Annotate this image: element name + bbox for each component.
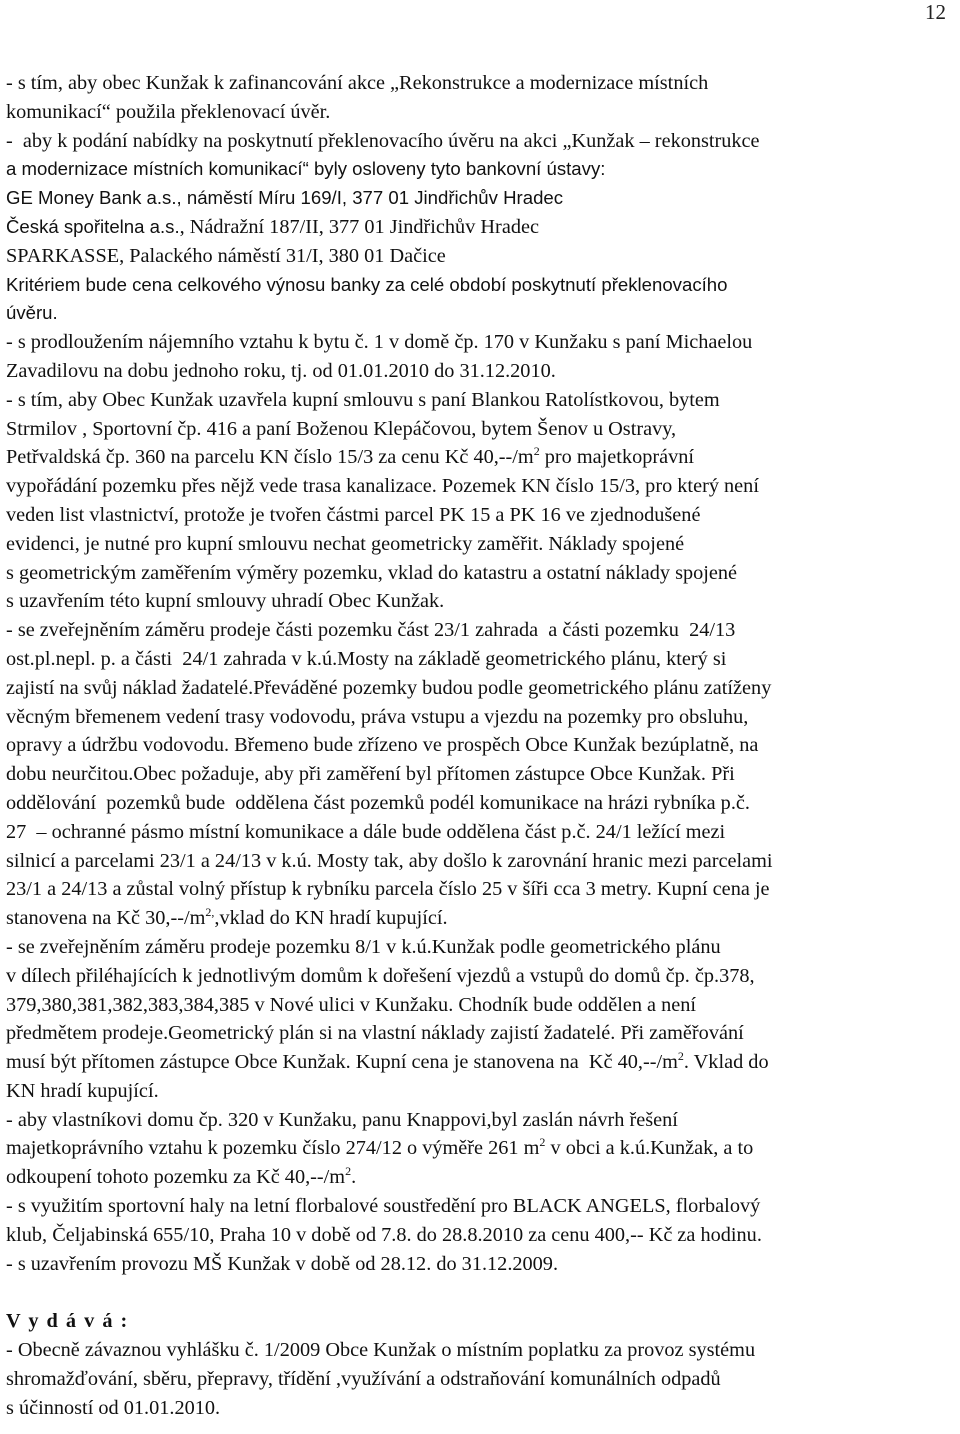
text-run: oddělování pozemků bude oddělena část pozemků podél komunikace na hrázi rybníka p.č.: [6, 791, 750, 814]
superscript: 2: [345, 1164, 352, 1179]
text-run: majetkoprávního vztahu k pozemku číslo 274/12 o výměře 261 m: [6, 1137, 540, 1160]
text-run: stanovena na Kč 30,--/m: [6, 907, 206, 930]
text-run: předmětem prodeje.Geometrický plán si na vlastní náklady zajistí žadatelé. Při zaměřování: [6, 1022, 744, 1045]
text-run: zajistí na svůj náklad žadatelé.Převáděné pozemky budou podle geometrického plánu zatíženy: [6, 676, 772, 699]
text-run: evidenci, je nutné pro kupní smlouvu nechat geometricky zaměřit. Náklady spojené: [6, 532, 685, 555]
text-run: klub, Čeljabinská 655/10, Praha 10 v době od 7.8. do 28.8.2010 za cenu 400,-- Kč za hodinu.: [6, 1223, 762, 1246]
page-number: 12: [925, 0, 946, 24]
text-run: v obci a k.ú.Kunžak, a to: [545, 1137, 754, 1160]
text-run: Zavadilovu na dobu jednoho roku, tj. od 01.01.2010 do 31.12.2010.: [6, 359, 556, 382]
text-run: .: [351, 1166, 357, 1189]
text-run: shromažďování, sběru, přepravy, třídění ,využívání a odstraňování komunálních odpadů: [6, 1367, 721, 1390]
text-line: [6, 616, 958, 645]
text-line: [6, 415, 958, 444]
text-run: pro majetkoprávní: [539, 446, 695, 469]
text-line: [6, 98, 958, 127]
text-line: [6, 501, 958, 530]
text-run: a modernizace místních komunikací“ byly osloveny tyto bankovní ústavy:: [6, 158, 606, 180]
text-run: - s tím, aby obec Kunžak k zafinancování akce „Rekonstrukce a modernizace místních: [6, 72, 709, 94]
text-run: V y d á v á :: [6, 1310, 129, 1333]
text-run: úvěru.: [6, 302, 58, 324]
text-line: [6, 1077, 958, 1106]
text-run: - Obecně závaznou vyhlášku č. 1/2009 Obce Kunžak o místním poplatku za provoz systému: [6, 1339, 756, 1362]
text-run: vypořádání pozemku přes nějž vede trasa kanalizace. Pozemek KN číslo 15/3, pro který není: [6, 475, 759, 498]
text-run: - se zveřejněním záměru prodeje části pozemku část 23/1 zahrada a části pozemku 24/13: [6, 619, 736, 642]
text-line: [6, 213, 958, 242]
text-line: [6, 386, 958, 415]
text-line: [6, 587, 958, 616]
text-run: opravy a údržbu vodovodu. Břemeno bude zřízeno ve prospěch Obce Kunžak bezúplatně, na: [6, 734, 759, 757]
text-run: 23/1 a 24/13 a zůstal volný přístup k rybníku parcela číslo 25 v šíři cca 3 metry. Kupní cena je: [6, 878, 770, 901]
paragraph-spacer: [6, 1278, 958, 1307]
text-run: odkoupení tohoto pozemku za Kč 40,--/m: [6, 1166, 346, 1189]
text-run: ,vklad do KN hradí kupující.: [214, 907, 448, 930]
text-line: [6, 1048, 958, 1077]
text-line: [6, 299, 958, 328]
text-run: - s prodloužením nájemního vztahu k bytu č. 1 v domě čp. 170 v Kunžaku s paní Michaelou: [6, 331, 753, 354]
text-run: komunikací“ použila překlenovací úvěr.: [6, 100, 331, 123]
text-line: [6, 127, 958, 156]
text-run: Kritériem bude cena celkového výnosu banky za celé období poskytnutí překlenovacího: [6, 273, 728, 295]
text-line: [6, 1365, 958, 1394]
text-line: [6, 472, 958, 501]
text-run: - aby k podání nabídky na poskytnutí překlenovacího úvěru na akci „Kunžak – rekonstrukce: [6, 129, 760, 152]
text-line: [6, 818, 958, 847]
text-line: [6, 875, 958, 904]
text-run: veden list vlastnictví, protože je tvořen částmi parcel PK 15 a PK 16 ve zjednodušené: [6, 503, 701, 526]
text-line: [6, 1192, 958, 1221]
text-line: [6, 271, 958, 300]
text-line: [6, 991, 958, 1020]
superscript: 2,: [205, 905, 215, 920]
text-line: [6, 1336, 958, 1365]
text-run: s uzavřením této kupní smlouvy uhradí Obec Kunžak.: [6, 590, 445, 613]
document-body: [6, 69, 958, 1422]
text-line: [6, 559, 958, 588]
text-run: , Nádražní 187/II, 377 01 Jindřichův Hradec: [179, 215, 539, 238]
text-line: [6, 645, 958, 674]
text-line: [6, 184, 958, 213]
text-line: [6, 904, 958, 933]
text-run: SPARKASSE, Palackého náměstí 31/I, 380 01 Dačice: [6, 244, 446, 267]
text-line: [6, 789, 958, 818]
text-line: [6, 69, 958, 98]
text-run: v dílech přiléhajících k jednotlivým domům k dořešení vjezdů a vstupů do domů čp. čp.378,: [6, 964, 755, 987]
text-line: [6, 443, 958, 472]
superscript: 2: [539, 1135, 546, 1150]
text-run: s geometrickým zaměřením výměry pozemku, vklad do katastru a ostatní náklady spojené: [6, 561, 738, 584]
text-run: 27 – ochranné pásmo místní komunikace a dále bude oddělena část p.č. 24/1 ležící mezi: [6, 820, 726, 843]
text-line: [6, 1163, 958, 1192]
text-line: [6, 703, 958, 732]
text-line: [6, 530, 958, 559]
text-run: Strmilov , Sportovní čp. 416 a paní Boženou Klepáčovou, bytem Šenov u Ostravy,: [6, 417, 677, 440]
text-run: GE Money Bank a.s., náměstí Míru 169/I, 377 01 Jindřichův Hradec: [6, 187, 564, 209]
text-line: [6, 1134, 958, 1163]
text-line: [6, 847, 958, 876]
text-run: ost.pl.nepl. p. a části 24/1 zahrada v k.ú.Mosty na základě geometrického plánu, který si: [6, 647, 727, 670]
text-line: [6, 155, 958, 184]
text-run: s účinností od 01.01.2010.: [6, 1396, 221, 1419]
text-run: Česká spořitelna a.s.: [6, 215, 180, 237]
text-line: [6, 242, 958, 271]
text-line: [6, 1019, 958, 1048]
superscript: 2: [533, 444, 540, 459]
text-run: - s uzavřením provozu MŠ Kunžak v době od 28.12. do 31.12.2009.: [6, 1252, 559, 1275]
text-line: [6, 933, 958, 962]
text-run: dobu neurčitou.Obec požaduje, aby při zaměření byl přítomen zástupce Obce Kunžak. Při: [6, 763, 735, 786]
text-line: [6, 1394, 958, 1423]
superscript: 2: [677, 1049, 684, 1064]
text-line: [6, 962, 958, 991]
text-run: - aby vlastníkovi domu čp. 320 v Kunžaku, panu Knappovi,byl zaslán návrh řešení: [6, 1108, 678, 1131]
text-run: - se zveřejněním záměru prodeje pozemku 8/1 v k.ú.Kunžak podle geometrického plánu: [6, 935, 721, 958]
text-line: [6, 1250, 958, 1279]
text-run: - s využitím sportovní haly na letní florbalové soustředění pro BLACK ANGELS, florbalový: [6, 1195, 761, 1218]
text-line: [6, 760, 958, 789]
text-run: Petřvaldská čp. 360 na parcelu KN číslo 15/3 za cenu Kč 40,--/m: [6, 446, 534, 469]
text-run: 379,380,381,382,383,384,385 v Nové ulici v Kunžaku. Chodník bude oddělen a není: [6, 993, 697, 1016]
text-line: [6, 328, 958, 357]
text-line: [6, 1221, 958, 1250]
text-line: [6, 674, 958, 703]
section-heading: [6, 1307, 958, 1336]
text-run: věcným břemenem vedení trasy vodovodu, práva vstupu a vjezdu na pozemky pro obsluhu,: [6, 705, 749, 728]
text-run: . Vklad do: [683, 1051, 769, 1074]
text-run: KN hradí kupující.: [6, 1079, 159, 1102]
text-line: [6, 731, 958, 760]
text-line: [6, 357, 958, 386]
text-run: silnicí a parcelami 23/1 a 24/13 v k.ú. Mosty tak, aby došlo k zarovnání hranic mezi parcelami: [6, 849, 773, 872]
text-run: musí být přítomen zástupce Obce Kunžak. Kupní cena je stanovena na Kč 40,--/m: [6, 1051, 678, 1074]
text-run: - s tím, aby Obec Kunžak uzavřela kupní smlouvu s paní Blankou Ratolístkovou, bytem: [6, 388, 720, 411]
text-line: [6, 1106, 958, 1135]
